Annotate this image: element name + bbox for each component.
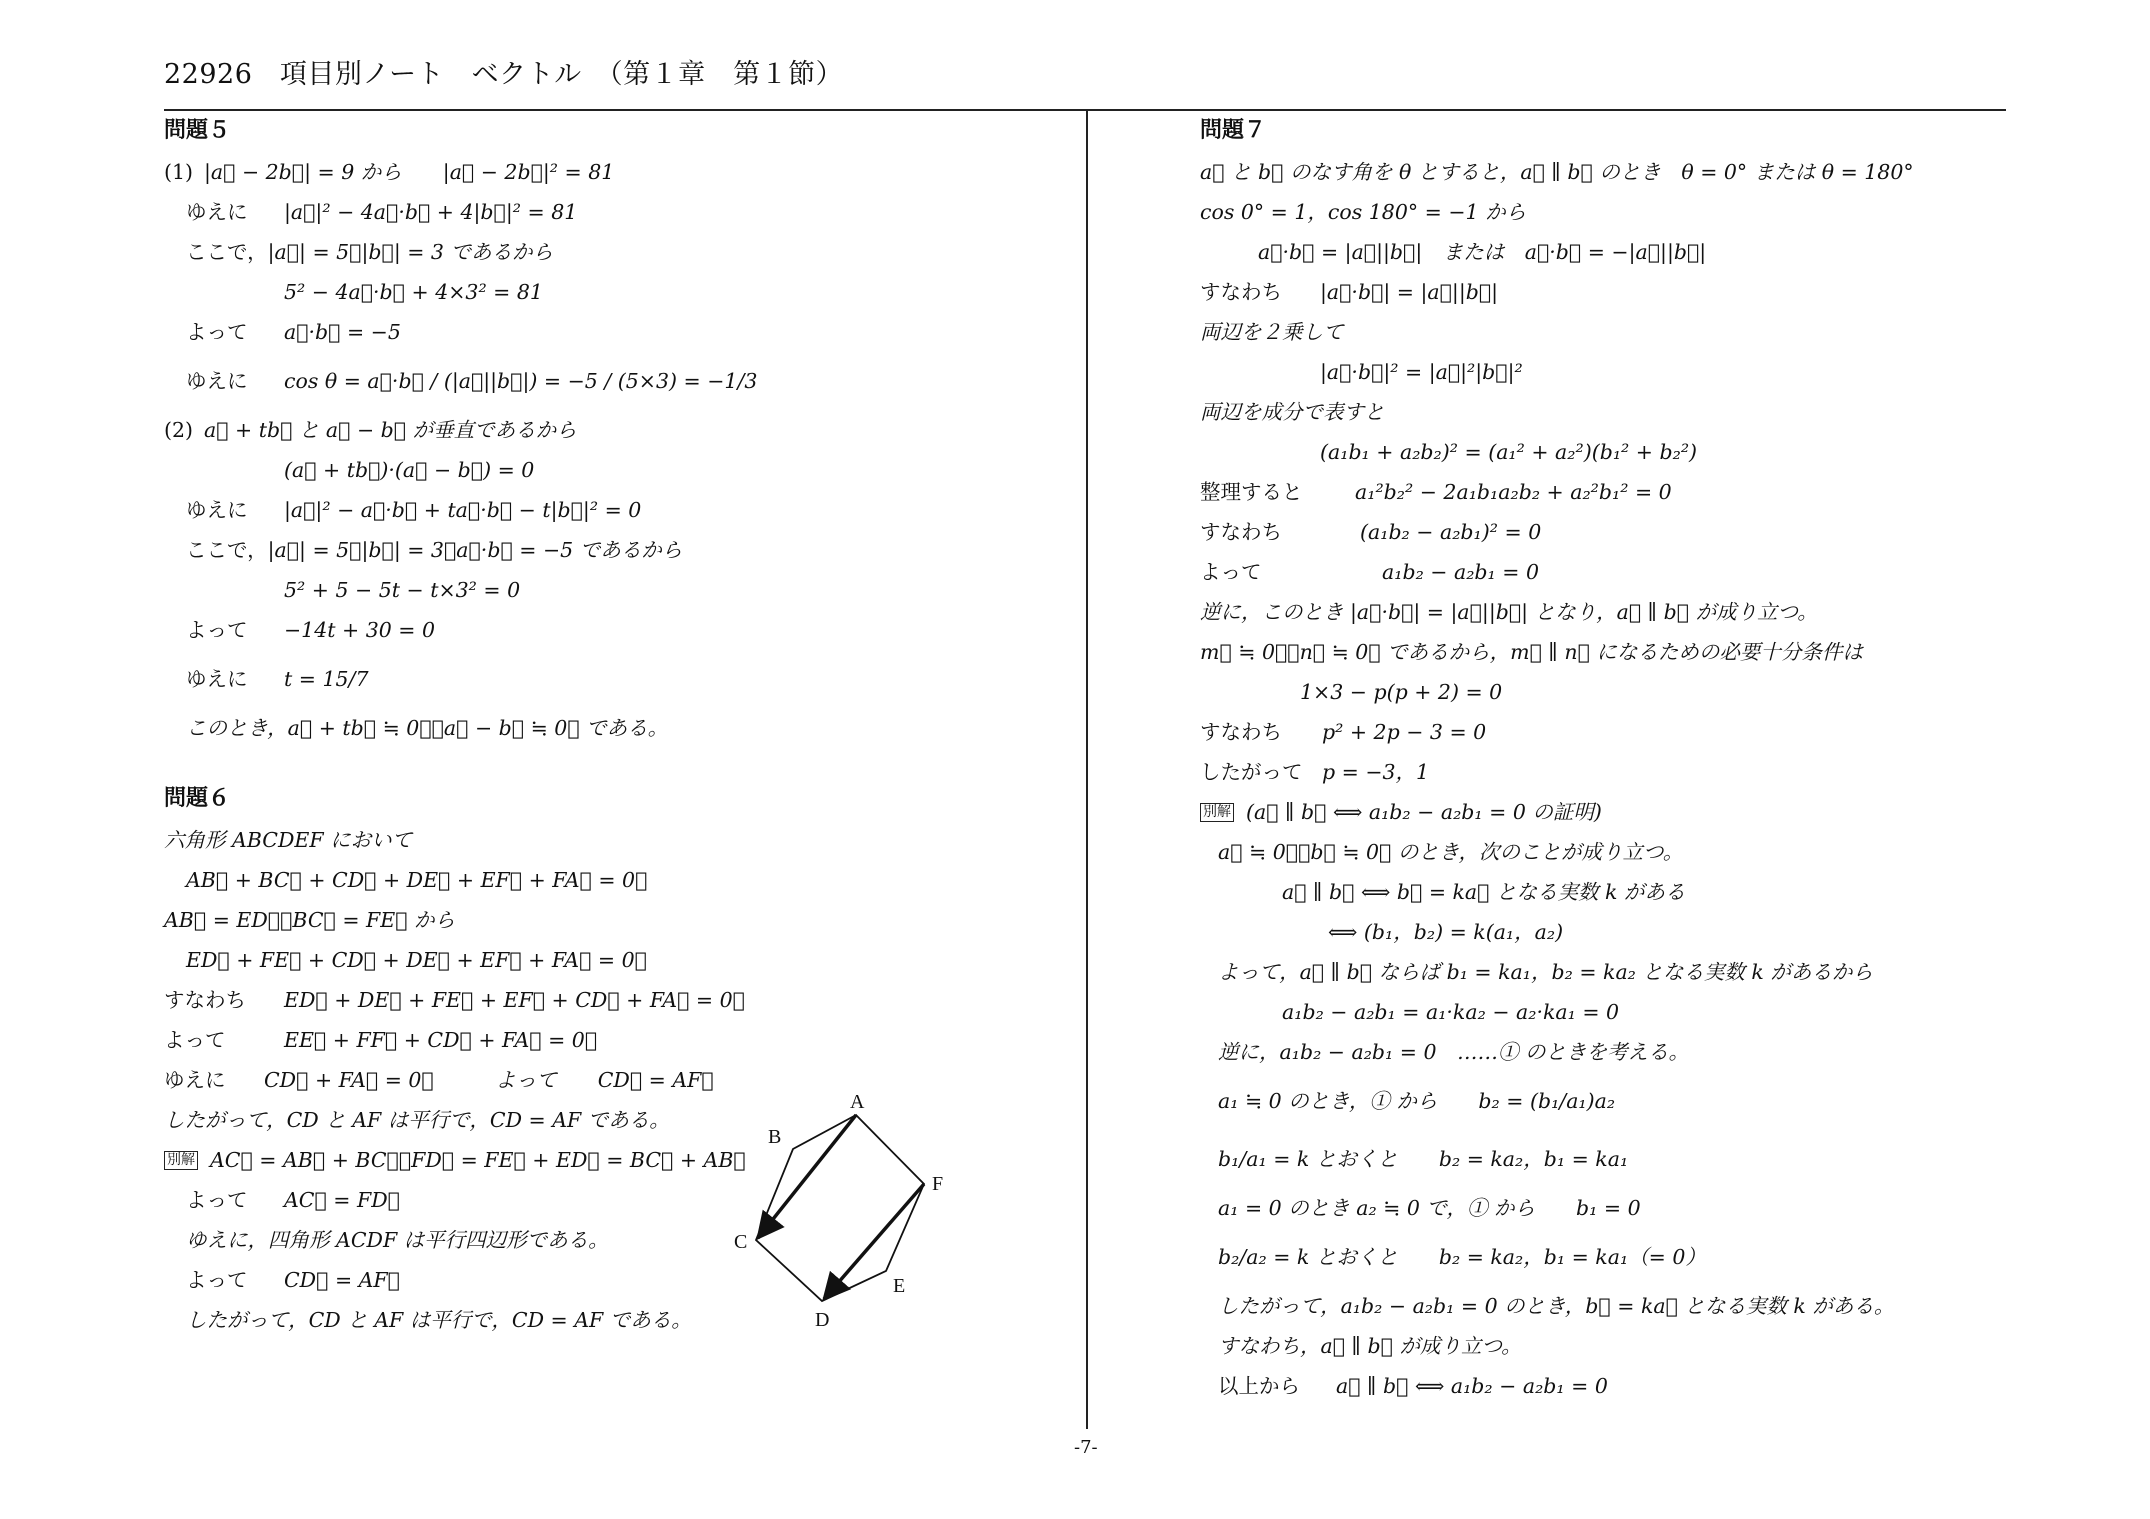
line-math: AC⃗ = FD⃗ — [284, 1188, 400, 1212]
problem-7-line — [1200, 512, 2040, 552]
line-label: ゆえに — [186, 667, 248, 691]
line-math: 5² + 5 − 5t − t×3² = 0 — [284, 578, 521, 602]
problem-7-line — [1200, 1228, 2040, 1286]
problem-7-title: 問題７ — [1200, 118, 1267, 143]
line-math: CD⃗ = AF⃗ — [284, 1268, 400, 1292]
line-math: したがって，a₁b₂ − a₂b₁ = 0 のとき，b⃗ = ka⃗ となる実数 k がある。 — [1218, 1294, 1895, 1318]
line-math: |a⃗|² − 4a⃗·b⃗ + 4|b⃗|² = 81 — [284, 200, 578, 224]
vertex-label-c: C — [734, 1231, 748, 1253]
page-number: -7- — [1074, 1437, 1098, 1458]
line-math: AB⃗ + BC⃗ + CD⃗ + DE⃗ + EF⃗ + FA⃗ = 0⃗ — [186, 868, 648, 892]
line-math: a₁ = 0 のとき a₂ ≒ 0 で，① から b₁ = 0 — [1218, 1196, 1641, 1220]
problem-7-line — [1200, 912, 2040, 952]
line-label: よって — [186, 320, 248, 344]
line-math: 両辺を２乗して — [1200, 320, 1344, 344]
line-math: (a⃗ ∥ b⃗ ⟺ a₁b₂ − a₂b₁ = 0 の証明) — [1246, 800, 1602, 824]
line-math: ゆえに，四角形 ACDF は平行四辺形である。 — [186, 1228, 609, 1252]
problem-5-line — [164, 410, 1044, 450]
line-math: (a₁b₁ + a₂b₂)² = (a₁² + a₂²)(b₁² + b₂²) — [1320, 440, 1698, 464]
vector-fd-arrow — [824, 1184, 924, 1299]
line-math: a₁ ≒ 0 のとき，① から b₂ = (b₁/a₁)a₂ — [1218, 1089, 1616, 1113]
line-math: |a⃗·b⃗|² = |a⃗|²|b⃗|² — [1320, 360, 1523, 384]
problem-6-line — [164, 900, 1044, 940]
line-math: (a₁b₂ − a₂b₁)² = 0 — [1360, 520, 1542, 544]
problem-5-line — [164, 650, 1044, 708]
problem-7-line — [1200, 632, 2040, 672]
line-math: |a⃗| = 5，|b⃗| = 3，a⃗·b⃗ = −5 であるから — [267, 538, 683, 562]
vertex-label-b: B — [768, 1126, 782, 1148]
line-math: −14t + 30 = 0 — [284, 618, 436, 642]
problem-6-title: 問題６ — [164, 786, 231, 811]
line-math: 逆に，このとき |a⃗·b⃗| = |a⃗||b⃗| となり，a⃗ ∥ b⃗ が成り立つ。 — [1200, 600, 1818, 624]
problem-7-line — [1200, 992, 2040, 1032]
problem-7-line — [1200, 1286, 2040, 1326]
problem-7-line — [1200, 952, 2040, 992]
line-math: t = 15/7 — [284, 667, 369, 691]
line-math: a⃗ + tb⃗ と a⃗ − b⃗ が垂直であるから — [204, 418, 577, 442]
problem-5-title: 問題５ — [164, 118, 231, 143]
line-label: すなわち — [1200, 280, 1282, 304]
problem-5-line — [164, 450, 1044, 490]
line-math: a⃗ ∥ b⃗ ⟺ a₁b₂ − a₂b₁ = 0 — [1336, 1374, 1608, 1398]
hexagon-figure — [722, 1088, 962, 1338]
line-math: |a⃗|² − a⃗·b⃗ + ta⃗·b⃗ − t|b⃗|² = 0 — [284, 498, 642, 522]
line-math: b₂/a₂ = k とおくと b₂ = ka₂，b₁ = ka₁（= 0） — [1218, 1245, 1706, 1269]
vertex-label-d: D — [815, 1309, 830, 1331]
line-label: したがって — [1200, 760, 1303, 784]
problem-7-line — [1200, 752, 2040, 792]
line-label: ここで， — [186, 538, 268, 562]
line-label: ここで， — [186, 240, 268, 264]
line-label: ゆえに — [186, 200, 248, 224]
line-label: ゆえに — [186, 369, 248, 393]
line-label: ゆえに — [186, 498, 248, 522]
problem-7-line — [1200, 1366, 2040, 1406]
line-label: (1) — [164, 160, 194, 184]
problem-5-line — [164, 490, 1044, 530]
line-math: 両辺を成分で表すと — [1200, 400, 1385, 424]
problem-7-line — [1200, 1130, 2040, 1188]
vertex-label-a: A — [850, 1091, 865, 1113]
line-math: a⃗ ∥ b⃗ ⟺ b⃗ = ka⃗ となる実数 k がある — [1282, 880, 1686, 904]
vertex-label-f: F — [932, 1173, 944, 1195]
line-math: よって，a⃗ ∥ b⃗ ならば b₁ = ka₁，b₂ = ka₂ となる実数 k があるから — [1218, 960, 1873, 984]
problem-5-line — [164, 530, 1044, 570]
problem-7-line — [1200, 792, 2040, 832]
problem-5-line — [164, 610, 1044, 650]
line-label: 整理すると — [1200, 480, 1303, 504]
problem-6-line — [164, 1020, 1044, 1060]
line-math: 5² − 4a⃗·b⃗ + 4×3² = 81 — [284, 280, 543, 304]
problem-5-line — [164, 708, 1044, 748]
problem-7-line — [1200, 1072, 2040, 1130]
problem-7-line — [1200, 432, 2040, 472]
line-math: 六角形 ABCDEF において — [164, 828, 413, 852]
line-label: すなわち — [1200, 520, 1282, 544]
problem-5-line — [164, 192, 1044, 232]
vertex-label-e: E — [893, 1275, 906, 1297]
line-math: a⃗·b⃗ = |a⃗||b⃗| または a⃗·b⃗ = −|a⃗||b⃗| — [1258, 240, 1707, 264]
line-label: すなわち — [1200, 720, 1282, 744]
problem-7-line — [1200, 1188, 2040, 1228]
line-math: ED⃗ + FE⃗ + CD⃗ + DE⃗ + EF⃗ + FA⃗ = 0⃗ — [186, 948, 647, 972]
line-math: (a⃗ + tb⃗)·(a⃗ − b⃗) = 0 — [284, 458, 535, 482]
line-math: p² + 2p − 3 = 0 — [1322, 720, 1487, 744]
problem-7-line — [1200, 872, 2040, 912]
problem-7-line — [1200, 192, 2040, 232]
line-label: よって — [186, 1188, 248, 1212]
problem-7-line — [1200, 152, 2040, 192]
problem-5-line — [164, 152, 1044, 192]
line-math: EE⃗ + FF⃗ + CD⃗ + FA⃗ = 0⃗ — [284, 1028, 598, 1052]
problem-7-line — [1200, 552, 2040, 592]
line-math: a₁b₂ − a₂b₁ = 0 — [1382, 560, 1540, 584]
problem-5-line — [164, 570, 1044, 610]
line-math: a₁²b₂² − 2a₁b₁a₂b₂ + a₂²b₁² = 0 — [1355, 480, 1672, 504]
line-math: m⃗ ≒ 0⃗，n⃗ ≒ 0⃗ であるから，m⃗ ∥ n⃗ になるための必要十分条件は — [1200, 640, 1863, 664]
section-gap — [164, 748, 1044, 784]
line-label: 以上から — [1218, 1374, 1300, 1398]
betsukai-badge: 別解 — [1200, 803, 1234, 822]
line-math: すなわち，a⃗ ∥ b⃗ が成り立つ。 — [1218, 1334, 1522, 1358]
line-math: a⃗ と b⃗ のなす角を θ とすると，a⃗ ∥ b⃗ のとき θ = 0° または θ = 180° — [1200, 160, 1914, 184]
line-label: よって — [186, 1268, 248, 1292]
line-math: cos θ = a⃗·b⃗ / (|a⃗||b⃗|) = −5 / (5×3) = −1/3 — [284, 369, 758, 393]
line-math: |a⃗| = 5，|b⃗| = 3 であるから — [267, 240, 553, 264]
problem-5-line — [164, 232, 1044, 272]
line-label: ゆえに — [164, 1068, 226, 1092]
line-label: よって — [1200, 560, 1262, 584]
betsukai-badge: 別解 — [164, 1151, 198, 1170]
header-rule — [164, 109, 2006, 111]
problem-7-line — [1200, 232, 2040, 272]
problem-6-line — [164, 980, 1044, 1020]
line-math: ED⃗ + DE⃗ + FE⃗ + EF⃗ + CD⃗ + FA⃗ = 0⃗ — [284, 988, 745, 1012]
line-math: b₁/a₁ = k とおくと b₂ = ka₂，b₁ = ka₁ — [1218, 1147, 1629, 1171]
line-math: したがって，CD と AF は平行で，CD = AF である。 — [186, 1308, 692, 1332]
problem-7-line — [1200, 1032, 2040, 1072]
problem-7-line — [1200, 272, 2040, 312]
line-math: a⃗·b⃗ = −5 — [284, 320, 401, 344]
line-math: このとき，a⃗ + tb⃗ ≒ 0⃗，a⃗ − b⃗ ≒ 0⃗ である。 — [186, 716, 669, 740]
line-math: したがって，CD と AF は平行で，CD = AF である。 — [164, 1108, 670, 1132]
page-header: 22926 項目別ノート ベクトル （第１章 第１節） — [164, 59, 844, 90]
right-column — [1200, 116, 2040, 1406]
problem-6-line — [164, 860, 1044, 900]
problem-7-line — [1200, 672, 2040, 712]
line-math: 1×3 − p(p + 2) = 0 — [1300, 680, 1503, 704]
line-math: ⟺ (b₁，b₂) = k(a₁，a₂) — [1328, 920, 1564, 944]
line-label: (2) — [164, 418, 194, 442]
problem-5-line — [164, 352, 1044, 410]
line-math: p = −3，1 — [1322, 760, 1430, 784]
line-math: |a⃗ − 2b⃗| = 9 から |a⃗ − 2b⃗|² = 81 — [204, 160, 615, 184]
problem-7-line — [1200, 392, 2040, 432]
line-label: よって — [186, 618, 248, 642]
line-math: a⃗ ≒ 0⃗，b⃗ ≒ 0⃗ のとき，次のことが成り立つ。 — [1218, 840, 1684, 864]
problem-7-line — [1200, 1326, 2040, 1366]
line-math: a₁b₂ − a₂b₁ = a₁·ka₂ − a₂·ka₁ = 0 — [1282, 1000, 1620, 1024]
problem-7-line — [1200, 472, 2040, 512]
problem-7-line — [1200, 312, 2040, 352]
column-divider — [1086, 111, 1088, 1429]
problem-5-line — [164, 312, 1044, 352]
problem-7-line — [1200, 592, 2040, 632]
problem-5-line — [164, 272, 1044, 312]
line-math: AC⃗ = AB⃗ + BC⃗，FD⃗ = FE⃗ + ED⃗ = BC⃗ + AB⃗ — [210, 1148, 746, 1172]
line-label: すなわち — [164, 988, 246, 1012]
line-label: よって — [164, 1028, 226, 1052]
problem-6-line — [164, 820, 1044, 860]
line-math: CD⃗ + FA⃗ = 0⃗ よって CD⃗ = AF⃗ — [264, 1068, 714, 1092]
line-math: 逆に，a₁b₂ − a₂b₁ = 0 ……① のときを考える。 — [1218, 1040, 1690, 1064]
problem-7-line — [1200, 832, 2040, 872]
line-math: cos 0° = 1，cos 180° = −1 から — [1200, 200, 1527, 224]
problem-7-line — [1200, 712, 2040, 752]
line-math: AB⃗ = ED⃗，BC⃗ = FE⃗ から — [164, 908, 456, 932]
problem-6-line — [164, 940, 1044, 980]
problem-7-line — [1200, 352, 2040, 392]
line-math: |a⃗·b⃗| = |a⃗||b⃗| — [1320, 280, 1499, 304]
